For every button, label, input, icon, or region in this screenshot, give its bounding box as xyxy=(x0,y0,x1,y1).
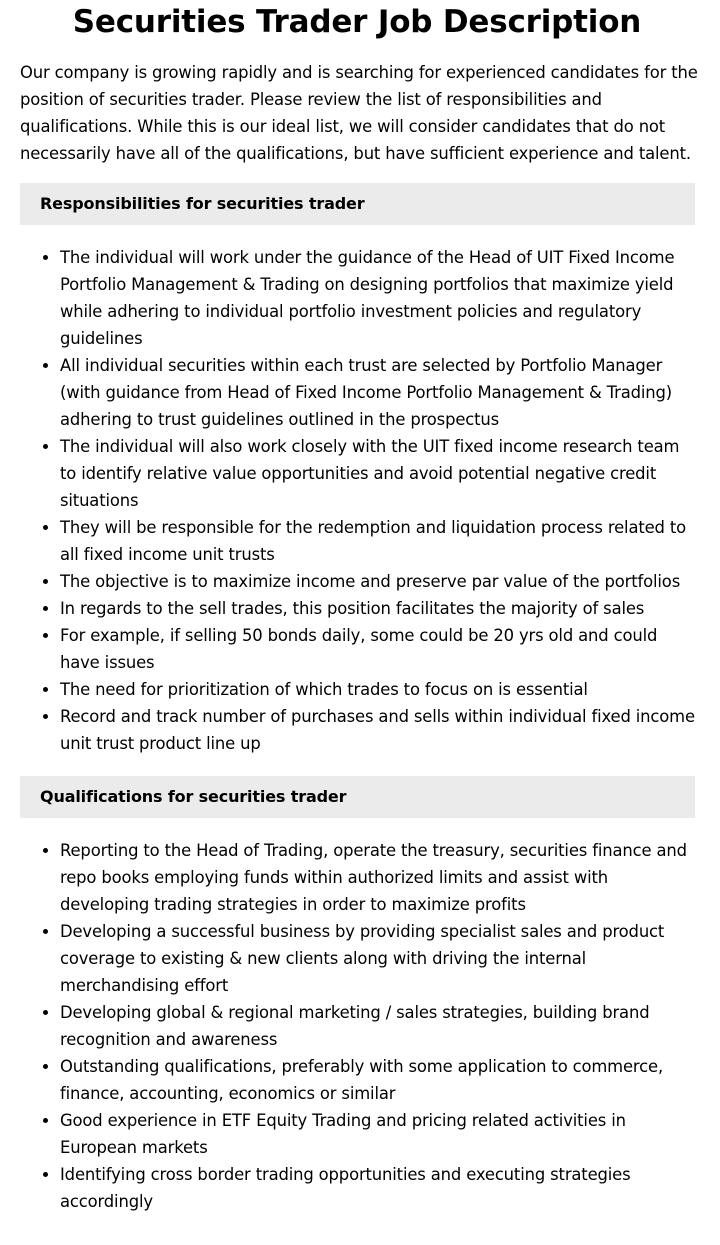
list-item: • The individual will work under the guidance of the Head of UIT Fixed Income Portfolio Management & Trading on designing portfolios that maximize yield while adhering to individual portfolio investment policies and regulatory guidelines xyxy=(60,244,700,352)
list-item: • For example, if selling 50 bonds daily, some could be 20 yrs old and could have issues xyxy=(60,622,700,676)
list-item: • Developing global & regional marketing / sales strategies, building brand recognition and awareness xyxy=(60,999,700,1053)
list-item: • The individual will also work closely with the UIT fixed income research team to identify relative value opportunities and avoid potential negative credit situations xyxy=(60,433,700,514)
list-item: • Identifying cross border trading opportunities and executing strategies accordingly xyxy=(60,1161,700,1215)
list-item: • All individual securities within each trust are selected by Portfolio Manager (with guidance from Head of Fixed Income Portfolio Management & Trading) adhering to trust guidelines outlined in the prospectus xyxy=(60,352,700,433)
list-item: • Reporting to the Head of Trading, operate the treasury, securities finance and repo books employing funds within authorized limits and assist with developing trading strategies in order to maximize profits xyxy=(60,837,700,918)
list-item: • The need for prioritization of which trades to focus on is essential xyxy=(60,676,700,703)
page-title: Securities Trader Job Description xyxy=(72,4,642,40)
list-item: • Developing a successful business by providing specialist sales and product coverage to existing & new clients along with driving the internal merchandising effort xyxy=(60,918,700,999)
list-item: • Good experience in ETF Equity Trading and pricing related activities in European markets xyxy=(60,1107,700,1161)
responsibilities-list xyxy=(20,244,700,757)
list-item: • Outstanding qualifications, preferably with some application to commerce, finance, accounting, economics or similar xyxy=(60,1053,700,1107)
list-item: • The objective is to maximize income and preserve par value of the portfolios xyxy=(60,568,700,595)
qualifications-heading: Qualifications for securities trader xyxy=(20,776,695,818)
responsibilities-heading: Responsibilities for securities trader xyxy=(20,183,695,225)
list-item: • They will be responsible for the redemption and liquidation process related to all fixed income unit trusts xyxy=(60,514,700,568)
qualifications-list xyxy=(20,837,700,1215)
list-item: • Record and track number of purchases and sells within individual fixed income unit trust product line up xyxy=(60,703,700,757)
list-item: • In regards to the sell trades, this position facilitates the majority of sales xyxy=(60,595,700,622)
intro-paragraph: Our company is growing rapidly and is searching for experienced candidates for the position of securities trader. Please review the list of responsibilities and qualifications. While this is our ideal list, we will consider candidates that do not necessarily have all of the qualifications, but have sufficient experience and talent. xyxy=(20,63,698,163)
